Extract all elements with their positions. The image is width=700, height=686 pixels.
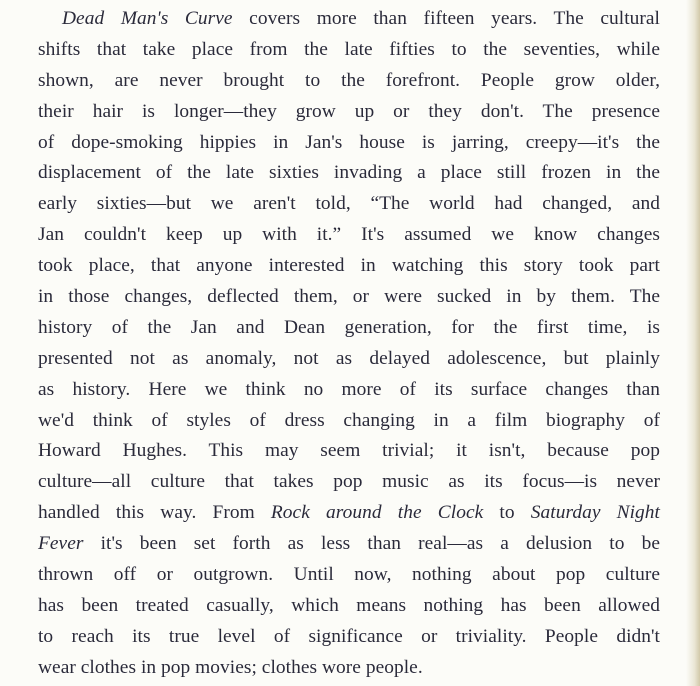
text-line: Dead Man's Curve covers more than fifteen years. The cultural (62, 8, 660, 29)
text-line: handled this way. From Rock around the Clock to Saturday Night (38, 502, 660, 524)
text-line: has been treated casually, which means nothing has been allowed (38, 594, 660, 616)
body-paragraph (38, 4, 660, 684)
page-edge-shadow (686, 0, 700, 686)
film-title: Saturday Night (530, 502, 660, 524)
text-line: as history. Here we think no more of its surface changes than (38, 378, 660, 400)
text-line: wear clothes in pop movies; clothes wore people. (38, 656, 423, 678)
text-line: shifts that take place from the late fifties to the seventies, while (38, 38, 660, 60)
text-line: to reach its true level of significance or triviality. People didn't (38, 625, 660, 647)
text-line: history of the Jan and Dean generation, for the first time, is (38, 316, 660, 338)
text-line: Howard Hughes. This may seem trivial; it isn't, because pop (38, 440, 660, 462)
text-line: Jan couldn't keep up with it.” It's assumed we know changes (38, 224, 660, 246)
text-line: thrown off or outgrown. Until now, nothing about pop culture (38, 564, 660, 586)
text-line: presented not as anomaly, not as delayed adolescence, but plainly (38, 347, 660, 369)
text-line: displacement of the late sixties invading a place still frozen in the (38, 162, 660, 184)
text-line: we'd think of styles of dress changing in a film biography of (38, 409, 660, 431)
text-line: Fever it's been set forth as less than real—as a delusion to be (38, 533, 660, 555)
text-line: their hair is longer—they grow up or they don't. The presence (38, 100, 660, 122)
text-line: took place, that anyone interested in watching this story took part (38, 255, 660, 277)
text-line: shown, are never brought to the forefront. People grow older, (38, 69, 660, 91)
text-line: culture—all culture that takes pop music as its focus—is never (38, 471, 660, 493)
text-line: of dope-smoking hippies in Jan's house is jarring, creepy—it's the (38, 131, 660, 153)
text-line: early sixties—but we aren't told, “The world had changed, and (38, 193, 660, 215)
film-title: Fever (38, 533, 84, 555)
text-line: in those changes, deflected them, or were sucked in by them. The (38, 286, 660, 308)
film-title: Dead Man's Curve (62, 8, 233, 29)
film-title: Rock around the Clock (270, 502, 484, 524)
